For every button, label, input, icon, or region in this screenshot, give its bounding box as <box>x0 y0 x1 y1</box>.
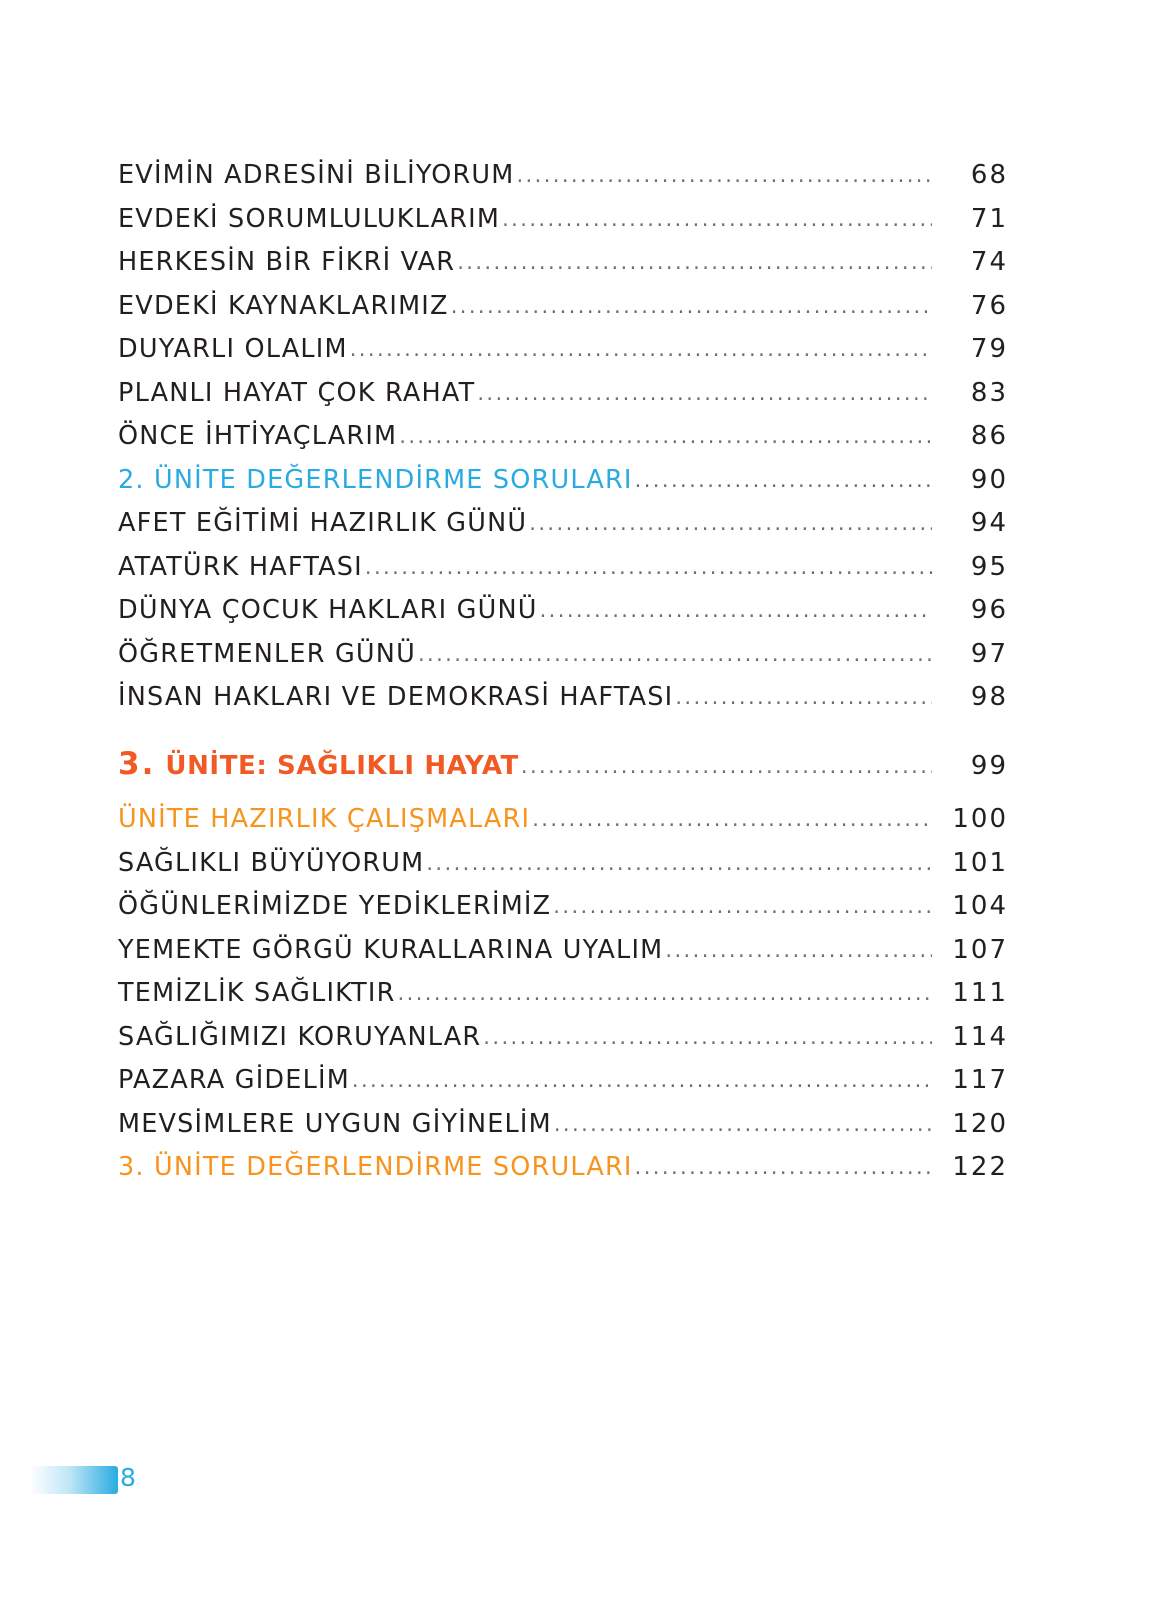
toc-leader-dots <box>365 555 932 579</box>
toc-entry-page: 104 <box>952 891 1008 921</box>
toc-entry-page: 101 <box>952 847 1008 878</box>
toc-entry[interactable] <box>118 891 1008 921</box>
toc-leader-dots <box>532 807 932 831</box>
toc-entry-page: 120 <box>952 1108 1008 1139</box>
toc-entry[interactable] <box>118 552 1008 582</box>
toc-entry-page: 74 <box>970 247 1008 277</box>
toc-entry-page: 95 <box>970 551 1008 582</box>
toc-leader-dots <box>554 1112 932 1136</box>
toc-entry-page: 94 <box>970 508 1008 538</box>
toc-entry-page: 76 <box>970 290 1008 321</box>
toc-leader-dots <box>635 1155 932 1179</box>
toc-entry[interactable] <box>118 978 1008 1008</box>
toc-leader-dots <box>540 598 932 622</box>
toc-entry-title: AFET EĞİTİMİ HAZIRLIK GÜNÜ <box>118 508 528 538</box>
toc-entry-title: ÖĞRETMENLER GÜNÜ <box>118 638 416 669</box>
toc-unit-heading[interactable] <box>118 746 1008 782</box>
toc-leader-dots <box>399 424 932 448</box>
toc-entry[interactable] <box>118 1022 1008 1052</box>
toc-entry-page: 96 <box>970 595 1008 625</box>
toc-entry-title: DÜNYA ÇOCUK HAKLARI GÜNÜ <box>118 595 538 625</box>
toc-entry[interactable] <box>118 682 1008 712</box>
table-of-contents <box>118 160 1008 1182</box>
toc-entry-title: DUYARLI OLALIM <box>118 334 348 364</box>
toc-entry-title: EVDEKİ KAYNAKLARIMIZ <box>118 290 449 321</box>
toc-leader-dots <box>398 981 932 1005</box>
toc-leader-dots <box>418 642 932 666</box>
toc-entry-title: SAĞLIĞIMIZI KORUYANLAR <box>118 1021 482 1052</box>
toc-unit-label: ÜNİTE: SAĞLIKLI HAYAT <box>165 751 519 781</box>
toc-leader-dots <box>477 381 932 405</box>
toc-entry[interactable] <box>118 378 1008 408</box>
toc-entry[interactable] <box>118 334 1008 364</box>
toc-entry-title: ÜNİTE HAZIRLIK ÇALIŞMALARI <box>118 804 531 834</box>
toc-entry-title: HERKESİN BİR FİKRİ VAR <box>118 247 456 277</box>
toc-entry-title: 2. ÜNİTE DEĞERLENDİRME SORULARI <box>118 464 633 495</box>
toc-entry-page: 107 <box>952 934 1008 965</box>
toc-entry[interactable] <box>118 595 1008 625</box>
toc-leader-dots <box>502 207 932 231</box>
toc-entry-page: 86 <box>970 421 1008 451</box>
toc-entry-page: 122 <box>952 1152 1008 1182</box>
toc-entry-title: YEMEKTE GÖRGÜ KURALLARINA UYALIM <box>118 934 664 965</box>
toc-entry[interactable] <box>118 160 1008 190</box>
toc-entry-title: MEVSİMLERE UYGUN GİYİNELİM <box>118 1108 552 1139</box>
toc-entry[interactable] <box>118 204 1008 234</box>
toc-leader-dots <box>426 851 932 875</box>
toc-entry-page: 90 <box>970 464 1008 495</box>
toc-entry-page: 68 <box>970 160 1008 190</box>
toc-leader-dots <box>483 1025 932 1049</box>
toc-entry-title: 3. ÜNİTE DEĞERLENDİRME SORULARI <box>118 1152 633 1182</box>
toc-leader-dots <box>451 294 932 318</box>
toc-entry-page: 100 <box>952 804 1008 834</box>
toc-entry[interactable] <box>118 291 1008 321</box>
toc-entry[interactable] <box>118 935 1008 965</box>
toc-leader-dots <box>457 250 932 274</box>
toc-entry-title: SAĞLIKLI BÜYÜYORUM <box>118 847 425 878</box>
toc-entry-title: ÖĞÜNLERİMİZDE YEDİKLERİMİZ <box>118 891 552 921</box>
toc-entry-title: EVDEKİ SORUMLULUKLARIM <box>118 203 501 234</box>
page-footer <box>0 1462 260 1506</box>
toc-entry-unit-prep[interactable] <box>118 804 1008 834</box>
toc-entry-unit-assessment[interactable] <box>118 465 1008 495</box>
toc-entry-page: 97 <box>970 638 1008 669</box>
toc-entry-title: ATATÜRK HAFTASI <box>118 551 363 582</box>
toc-entry-page: 71 <box>970 203 1008 234</box>
toc-entry[interactable] <box>118 639 1008 669</box>
footer-gradient-bar <box>30 1466 118 1494</box>
toc-leader-dots <box>635 468 932 492</box>
toc-entry-title: İNSAN HAKLARI VE DEMOKRASİ HAFTASI <box>118 682 674 712</box>
toc-entry[interactable] <box>118 1065 1008 1095</box>
toc-leader-dots <box>675 685 932 709</box>
toc-entry-page: 98 <box>970 682 1008 712</box>
toc-entry[interactable] <box>118 508 1008 538</box>
toc-leader-dots <box>350 337 932 361</box>
toc-entry-page: 83 <box>970 377 1008 408</box>
toc-leader-dots <box>529 511 932 535</box>
toc-leader-dots <box>516 163 932 187</box>
toc-leader-dots <box>665 938 932 962</box>
page-number: 8 <box>120 1463 137 1492</box>
toc-leader-dots <box>352 1068 932 1092</box>
toc-entry-title: PLANLI HAYAT ÇOK RAHAT <box>118 377 476 408</box>
toc-unit-number: 3. <box>118 746 156 782</box>
toc-entry-title: TEMİZLİK SAĞLIKTIR <box>118 978 396 1008</box>
toc-entry-title: EVİMİN ADRESİNİ BİLİYORUM <box>118 160 515 190</box>
toc-entry-page: 114 <box>952 1021 1008 1052</box>
toc-entry[interactable] <box>118 421 1008 451</box>
toc-entry-page: 79 <box>970 334 1008 364</box>
toc-entry-page: 117 <box>952 1065 1008 1095</box>
toc-entry-page: 111 <box>952 978 1008 1008</box>
toc-leader-dots <box>553 894 932 918</box>
toc-entry-title: PAZARA GİDELİM <box>118 1065 350 1095</box>
toc-leader-dots <box>521 754 932 778</box>
toc-entry-unit-assessment[interactable] <box>118 1152 1008 1182</box>
toc-entry[interactable] <box>118 848 1008 878</box>
toc-entry-title: ÖNCE İHTİYAÇLARIM <box>118 421 398 451</box>
toc-entry-page: 99 <box>970 751 1008 781</box>
toc-entry[interactable] <box>118 1109 1008 1139</box>
toc-entry[interactable] <box>118 247 1008 277</box>
